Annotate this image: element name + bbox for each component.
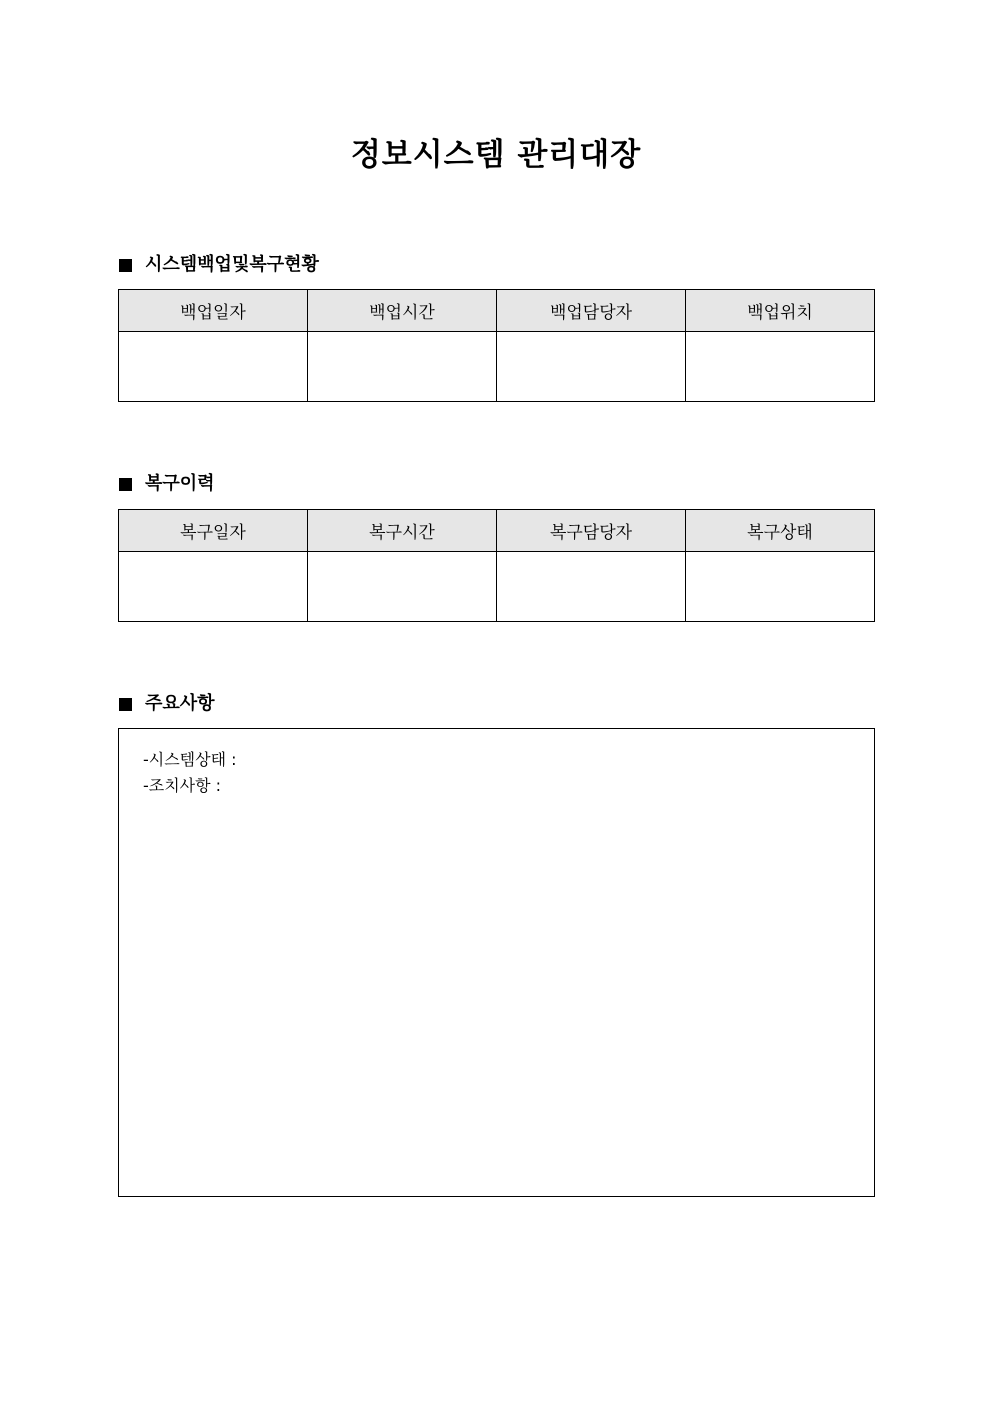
square-bullet-icon: [119, 478, 132, 491]
recovery-status-cell[interactable]: [686, 552, 875, 622]
backup-table-header-row: [119, 290, 875, 332]
recovery-time-cell[interactable]: [308, 552, 497, 622]
column-header-recovery-status: 복구상태: [686, 510, 875, 552]
notes-section-title: 주요사항: [145, 693, 215, 714]
recovery-section-title: 복구이력: [145, 473, 215, 494]
recovery-date-cell[interactable]: [119, 552, 308, 622]
column-header-backup-manager: 백업담당자: [497, 290, 686, 332]
table-row: [119, 552, 875, 622]
backup-manager-cell[interactable]: [497, 332, 686, 402]
recovery-table: [118, 509, 875, 622]
notes-section-heading: [119, 692, 215, 716]
backup-time-cell[interactable]: [308, 332, 497, 402]
column-header-backup-date: 백업일자: [119, 290, 308, 332]
backup-table: [118, 289, 875, 402]
square-bullet-icon: [119, 259, 132, 272]
recovery-section-heading: [119, 472, 215, 496]
recovery-manager-cell[interactable]: [497, 552, 686, 622]
column-header-recovery-time: 복구시간: [308, 510, 497, 552]
backup-section-title: 시스템백업및복구현황: [145, 254, 319, 275]
backup-date-cell[interactable]: [119, 332, 308, 402]
backup-location-cell[interactable]: [686, 332, 875, 402]
system-status-line: -시스템상태 :: [143, 750, 237, 769]
column-header-backup-time: 백업시간: [308, 290, 497, 332]
square-bullet-icon: [119, 698, 132, 711]
recovery-table-header-row: [119, 510, 875, 552]
column-header-recovery-manager: 복구담당자: [497, 510, 686, 552]
page-title: 정보시스템 관리대장: [350, 137, 642, 173]
backup-section-heading: [119, 253, 319, 277]
column-header-recovery-date: 복구일자: [119, 510, 308, 552]
column-header-backup-location: 백업위치: [686, 290, 875, 332]
notes-box[interactable]: [118, 728, 875, 1197]
action-taken-line: -조치사항 :: [143, 776, 222, 795]
table-row: [119, 332, 875, 402]
